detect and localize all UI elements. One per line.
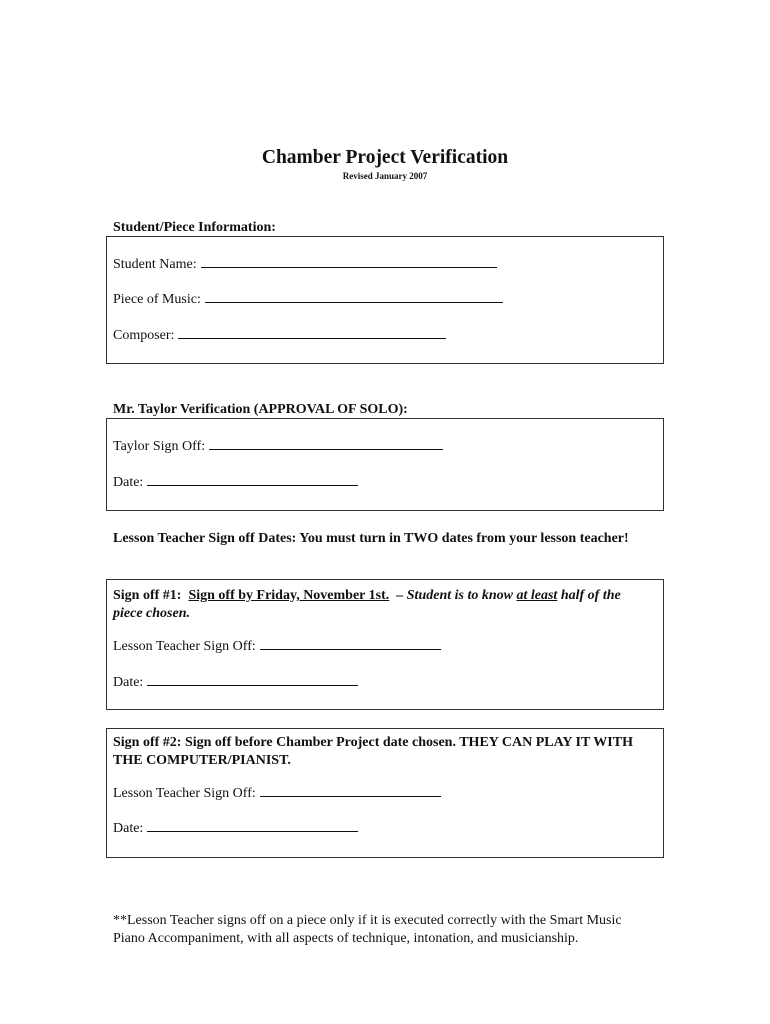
signoff1-teacher-label: Lesson Teacher Sign Off: [113,639,256,654]
composer-line[interactable] [178,328,446,339]
taylor-date-field[interactable] [113,475,358,491]
taylor-sign-off-field[interactable] [113,439,443,455]
signoff2-teacher-line[interactable] [260,786,441,797]
taylor-section-heading: Mr. Taylor Verification (APPROVAL OF SOLO): [113,402,408,417]
signoff2-date-label: Date: [113,821,144,836]
piece-of-music-field[interactable] [113,292,503,308]
piece-of-music-line[interactable] [205,292,503,303]
signoff1-teacher-field[interactable] [113,639,441,655]
student-name-field[interactable] [113,257,497,273]
lesson-section-heading: Lesson Teacher Sign off Dates: You must turn in TWO dates from your lesson teacher! [113,531,629,546]
signoff1-deadline: Sign off by Friday, November 1st. [188,588,390,603]
signoff2-date-field[interactable] [113,821,358,837]
taylor-date-line[interactable] [147,475,358,486]
taylor-sign-off-line[interactable] [209,439,443,450]
signoff1-note-b: half of the piece chosen. [113,588,621,621]
signoff1-date-field[interactable] [113,675,358,691]
student-name-line[interactable] [201,257,497,268]
signoff2-teacher-field[interactable] [113,786,441,802]
revision-date: Revised January 2007 [342,171,428,181]
taylor-date-label: Date: [113,475,144,490]
composer-label: Composer: [113,328,175,343]
signoff1-teacher-line[interactable] [260,639,441,650]
student-section-heading: Student/Piece Information: [113,220,276,235]
signoff1-date-line[interactable] [147,675,358,686]
signoff1-date-label: Date: [113,675,144,690]
piece-of-music-label: Piece of Music: [113,292,201,307]
composer-field[interactable] [113,328,446,344]
signoff2-heading: Sign off #2: Sign off before Chamber Project date chosen. THEY CAN PLAY IT WITH THE COMPUTER/PIANIST. [113,735,633,768]
signoff1-prefix: Sign off #1: [113,588,182,603]
signoff1-note-underlined: at least [516,588,558,603]
footer-note: **Lesson Teacher signs off on a piece only if it is executed correctly with the Smart Music Piano Accompaniment, with all aspects of technique, intonation, and musicianship. [113,913,622,946]
signoff1-heading [113,587,653,623]
taylor-box [106,418,664,511]
signoff2-teacher-label: Lesson Teacher Sign Off: [113,786,256,801]
student-name-label: Student Name: [113,257,197,272]
signoff2-date-line[interactable] [147,821,358,832]
page-title: Chamber Project Verification [261,147,509,168]
taylor-sign-off-label: Taylor Sign Off: [113,439,206,454]
signoff1-note-a: – Student is to know [396,588,513,603]
